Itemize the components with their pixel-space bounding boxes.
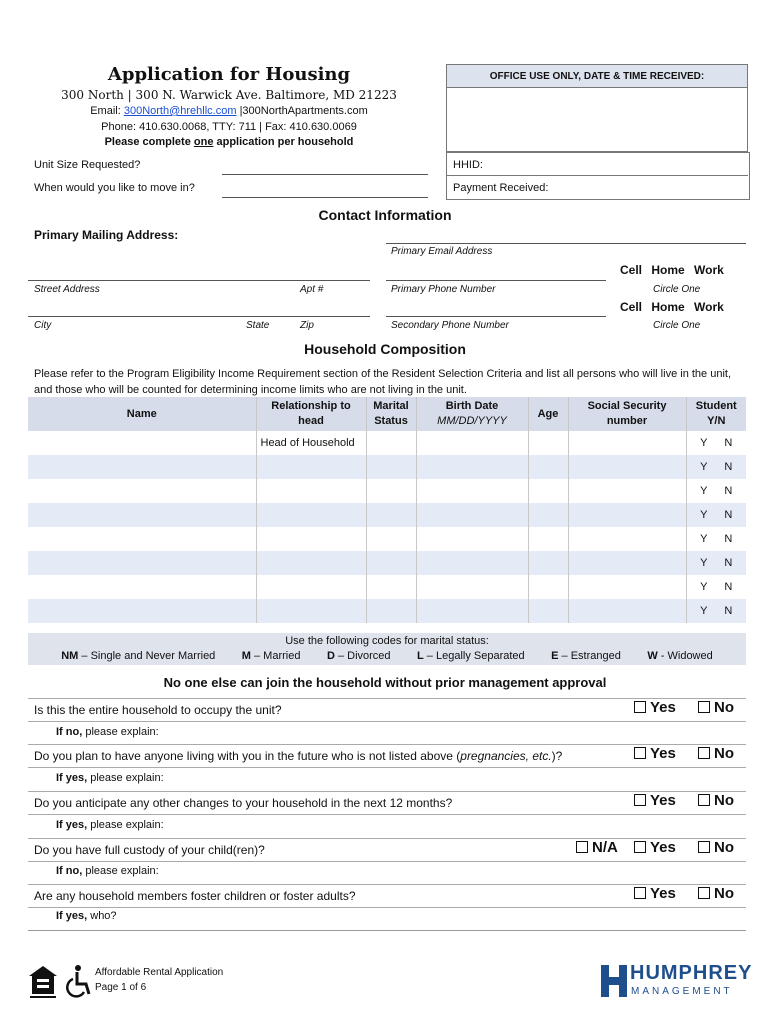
contact-heading: Contact Information (318, 207, 452, 223)
question-1: Is this the entire household to occupy the unit? (34, 703, 282, 717)
email-prefix: Email: (90, 105, 124, 117)
relationship-cell[interactable] (256, 575, 366, 599)
q5-yes-option[interactable] (634, 885, 676, 902)
col-birth (416, 397, 528, 431)
birth-cell[interactable] (416, 527, 528, 551)
relationship-cell[interactable] (256, 527, 366, 551)
marital-code (647, 650, 712, 662)
marital-cell[interactable] (366, 599, 416, 623)
marital-cell[interactable] (366, 431, 416, 455)
move-in-field[interactable] (222, 197, 428, 198)
col-relationship (256, 397, 366, 431)
checkbox-icon[interactable] (634, 887, 646, 899)
q5-no-label: No (714, 885, 734, 902)
student-cell[interactable]: Y N (686, 479, 746, 503)
table-row (28, 527, 746, 551)
checkbox-icon[interactable] (634, 841, 646, 853)
humphrey-logo-mark (601, 965, 627, 997)
q4-followup-bold: If no, (56, 865, 83, 877)
marital-code-abbr: W (647, 650, 658, 662)
q3-followup-bold: If yes, (56, 819, 88, 831)
accessibility-icon (62, 964, 92, 1002)
circle-one-secondary: Circle One (653, 320, 701, 331)
col-student-line1: Student (695, 400, 737, 412)
office-divider (446, 175, 748, 176)
q3-yes-label: Yes (650, 792, 676, 809)
q5-followup-bold: If yes, (56, 910, 88, 922)
checkbox-icon[interactable] (698, 794, 710, 806)
street-field[interactable] (28, 280, 370, 281)
q4-followup-text: please explain: (82, 865, 159, 877)
marital-code (61, 650, 215, 662)
marital-cell[interactable] (366, 455, 416, 479)
student-cell[interactable]: Y N (686, 575, 746, 599)
birth-cell[interactable] (416, 479, 528, 503)
payment-label: Payment Received: (453, 182, 549, 194)
footer-form-name: Affordable Rental Application (95, 967, 224, 978)
relationship-cell[interactable] (256, 551, 366, 575)
q3-followup-text: please explain: (87, 819, 164, 831)
student-cell[interactable]: Y N (686, 551, 746, 575)
q1-yes-label: Yes (650, 699, 676, 716)
brand-top: HUMPHREY (630, 962, 753, 984)
secondary-phone-field[interactable] (386, 316, 606, 317)
checkbox-icon[interactable] (634, 701, 646, 713)
relationship-cell[interactable] (256, 599, 366, 623)
age-cell[interactable] (528, 503, 568, 527)
ssn-cell[interactable] (568, 575, 686, 599)
q4-na-label: N/A (592, 839, 618, 856)
table-row (28, 575, 746, 599)
birth-cell[interactable] (416, 503, 528, 527)
office-use-box (446, 64, 748, 152)
codes-intro: Use the following codes for marital status: (285, 635, 489, 647)
q5-followup (56, 910, 117, 922)
age-cell[interactable] (528, 575, 568, 599)
instruction-post: application per household (213, 136, 354, 148)
mailing-address-label: Primary Mailing Address: (34, 228, 179, 242)
birth-cell[interactable] (416, 431, 528, 455)
q1-followup (56, 726, 159, 738)
relationship-cell[interactable] (256, 455, 366, 479)
ssn-cell[interactable] (568, 599, 686, 623)
age-cell[interactable] (528, 431, 568, 455)
instruction-emph: one (193, 136, 214, 148)
ssn-cell[interactable] (568, 551, 686, 575)
ssn-cell[interactable] (568, 503, 686, 527)
student-cell[interactable]: Y N (686, 599, 746, 623)
primary-phone-types[interactable]: Cell Home Work (620, 263, 724, 277)
q4-yes-label: Yes (650, 839, 676, 856)
col-birth-line1: Birth Date (445, 400, 499, 412)
marital-code (327, 650, 391, 662)
footer-page: Page 1 of 6 (95, 982, 147, 993)
age-cell[interactable] (528, 527, 568, 551)
age-cell[interactable] (528, 479, 568, 503)
col-name: Name (28, 397, 256, 431)
col-marital (366, 397, 416, 431)
marital-code-label: – Married (250, 650, 301, 662)
checkbox-icon[interactable] (698, 841, 710, 853)
col-ssn-line2: number (606, 415, 648, 427)
student-cell[interactable]: Y N (686, 527, 746, 551)
ssn-cell[interactable] (568, 455, 686, 479)
table-row (28, 455, 746, 479)
marital-code-label: - Widowed (657, 650, 713, 662)
table-row (28, 551, 746, 575)
name-cell[interactable] (28, 527, 256, 551)
marital-code (551, 650, 621, 662)
q3-followup (56, 819, 164, 831)
q2-no-option[interactable] (698, 745, 734, 762)
name-cell[interactable] (28, 503, 256, 527)
question-2 (34, 749, 562, 763)
email-line (0, 105, 458, 117)
hhid-label: HHID: (453, 159, 483, 171)
q1-followup-bold: If no, (56, 726, 83, 738)
relationship-cell[interactable] (256, 503, 366, 527)
website-text: |300NorthApartments.com (236, 105, 368, 117)
zip-label: Zip (300, 320, 314, 331)
q4-no-option[interactable] (698, 839, 734, 856)
birth-cell[interactable] (416, 455, 528, 479)
city-label: City (34, 320, 52, 331)
age-cell[interactable] (528, 551, 568, 575)
birth-cell[interactable] (416, 551, 528, 575)
col-ssn-line1: Social Security (587, 400, 667, 412)
primary-phone-label: Primary Phone Number (391, 284, 496, 295)
unit-size-field[interactable] (222, 174, 428, 175)
instruction-line (0, 136, 458, 148)
checkbox-icon[interactable] (698, 701, 710, 713)
q1-followup-text: please explain: (82, 726, 159, 738)
q4-yes-option[interactable] (634, 839, 676, 856)
city-field[interactable] (28, 316, 370, 317)
marital-code (242, 650, 301, 662)
q2-yes-option[interactable] (634, 745, 676, 762)
table-row (28, 503, 746, 527)
email-link[interactable]: 300North@hrehllc.com (123, 105, 237, 117)
q3-no-label: No (714, 792, 734, 809)
approval-notice: No one else can join the household without prior management approval (163, 675, 607, 690)
name-cell[interactable] (28, 551, 256, 575)
col-ssn (568, 397, 686, 431)
marital-code-abbr: L (417, 650, 424, 662)
checkbox-icon[interactable] (634, 794, 646, 806)
student-cell[interactable]: Y N (686, 503, 746, 527)
table-row (28, 599, 746, 623)
marital-cell[interactable] (366, 503, 416, 527)
question-row-4 (28, 838, 746, 862)
q2-pre: Do you plan to have anyone living with you in the future who is not listed above ( (34, 749, 461, 763)
marital-code-abbr: E (551, 650, 559, 662)
street-label: Street Address (34, 284, 100, 295)
marital-code-label: – Estranged (558, 650, 621, 662)
name-cell[interactable] (28, 599, 256, 623)
checkbox-icon[interactable] (576, 841, 588, 853)
marital-code-label: – Single and Never Married (78, 650, 216, 662)
col-birth-line2: MM/DD/YYYY (437, 415, 507, 427)
marital-code-abbr: M (241, 650, 251, 662)
unit-size-label: Unit Size Requested? (34, 159, 141, 171)
name-cell[interactable] (28, 479, 256, 503)
checkbox-icon[interactable] (698, 887, 710, 899)
name-cell[interactable] (28, 455, 256, 479)
marital-code-abbr: NM (61, 650, 79, 662)
student-cell[interactable]: Y N (686, 431, 746, 455)
codes-line (28, 650, 746, 662)
ssn-cell[interactable] (568, 527, 686, 551)
col-marital-line2: Status (374, 415, 408, 427)
question-row-5 (28, 884, 746, 908)
q4-no-label: No (714, 839, 734, 856)
q4-followup (56, 865, 159, 877)
ssn-cell[interactable] (568, 431, 686, 455)
office-use-heading: OFFICE USE ONLY, DATE & TIME RECEIVED: (447, 65, 747, 88)
name-cell[interactable] (28, 575, 256, 599)
marital-code-label: – Divorced (334, 650, 391, 662)
q3-yes-option[interactable] (634, 792, 676, 809)
student-cell[interactable]: Y N (686, 455, 746, 479)
secondary-phone-types[interactable]: Cell Home Work (620, 300, 724, 314)
move-in-label: When would you like to move in? (34, 182, 195, 194)
table-row (28, 431, 746, 455)
col-relationship-line2: head (298, 415, 324, 427)
q2-yes-label: Yes (650, 745, 676, 762)
household-heading: Household Composition (304, 341, 466, 357)
checkbox-icon[interactable] (634, 747, 646, 759)
table-header-row (28, 397, 746, 431)
ssn-cell[interactable] (568, 479, 686, 503)
col-marital-line1: Marital (373, 400, 409, 412)
question-row-3 (28, 791, 746, 815)
q4-na-option[interactable] (576, 839, 618, 856)
q2-italic: pregnancies, etc. (460, 749, 552, 763)
q1-no-label: No (714, 699, 734, 716)
question-row-2 (28, 744, 746, 768)
table-row (28, 479, 746, 503)
question-5: Are any household members foster children or foster adults? (34, 889, 356, 903)
col-student (686, 397, 746, 431)
q5-no-option[interactable] (698, 885, 734, 902)
q1-yes-option[interactable] (634, 699, 676, 716)
secondary-phone-label: Secondary Phone Number (391, 320, 509, 331)
marital-code (417, 650, 525, 662)
relationship-cell[interactable] (256, 479, 366, 503)
col-student-line2: Y/N (707, 415, 726, 427)
equal-housing-icon (28, 964, 58, 1000)
circle-one-primary: Circle One (653, 284, 701, 295)
instruction-pre: Please complete (104, 136, 194, 148)
household-intro: Please refer to the Program Eligibility Income Requirement section of the Resident Selection Criteria and list all persons who will live in the unit, and those who will be counted for determining income limits who are not living in the unit. (34, 368, 732, 396)
q2-followup (56, 772, 164, 784)
marital-cell[interactable] (366, 575, 416, 599)
email-field[interactable] (386, 243, 746, 244)
q2-no-label: No (714, 745, 734, 762)
q2-followup-text: please explain: (87, 772, 164, 784)
q5-answer-line[interactable] (28, 930, 746, 931)
phone-line: Phone: 410.630.0068, TTY: 711 | Fax: 410.630.0069 (101, 121, 357, 133)
q2-followup-bold: If yes, (56, 772, 88, 784)
col-relationship-line1: Relationship to (271, 400, 351, 412)
household-table (28, 397, 746, 623)
q1-no-option[interactable] (698, 699, 734, 716)
name-cell[interactable] (28, 431, 256, 455)
age-cell[interactable] (528, 455, 568, 479)
marital-code-label: – Legally Separated (423, 650, 525, 662)
question-4: Do you have full custody of your child(ren)? (34, 843, 265, 857)
marital-codes-box (28, 633, 746, 665)
brand-bottom: MANAGEMENT (631, 986, 733, 997)
checkbox-icon[interactable] (698, 747, 710, 759)
marital-code-abbr: D (326, 650, 335, 662)
question-3: Do you anticipate any other changes to your household in the next 12 months? (34, 796, 453, 810)
q5-yes-label: Yes (650, 885, 676, 902)
birth-cell[interactable] (416, 575, 528, 599)
property-address: 300 North | 300 N. Warwick Ave. Baltimore, MD 21223 (61, 88, 397, 102)
relationship-cell[interactable]: Head of Household (256, 431, 366, 455)
primary-phone-field[interactable] (386, 280, 606, 281)
marital-cell[interactable] (366, 527, 416, 551)
col-age: Age (528, 397, 568, 431)
q3-no-option[interactable] (698, 792, 734, 809)
marital-cell[interactable] (366, 551, 416, 575)
q2-post: )? (551, 749, 563, 763)
marital-cell[interactable] (366, 479, 416, 503)
q5-followup-text: who? (87, 910, 117, 922)
email-field-label: Primary Email Address (391, 246, 493, 257)
state-label: State (246, 320, 270, 331)
page-title: Application for Housing (107, 64, 351, 85)
age-cell[interactable] (528, 599, 568, 623)
question-row-1 (28, 698, 746, 722)
apt-label: Apt # (300, 284, 324, 295)
birth-cell[interactable] (416, 599, 528, 623)
